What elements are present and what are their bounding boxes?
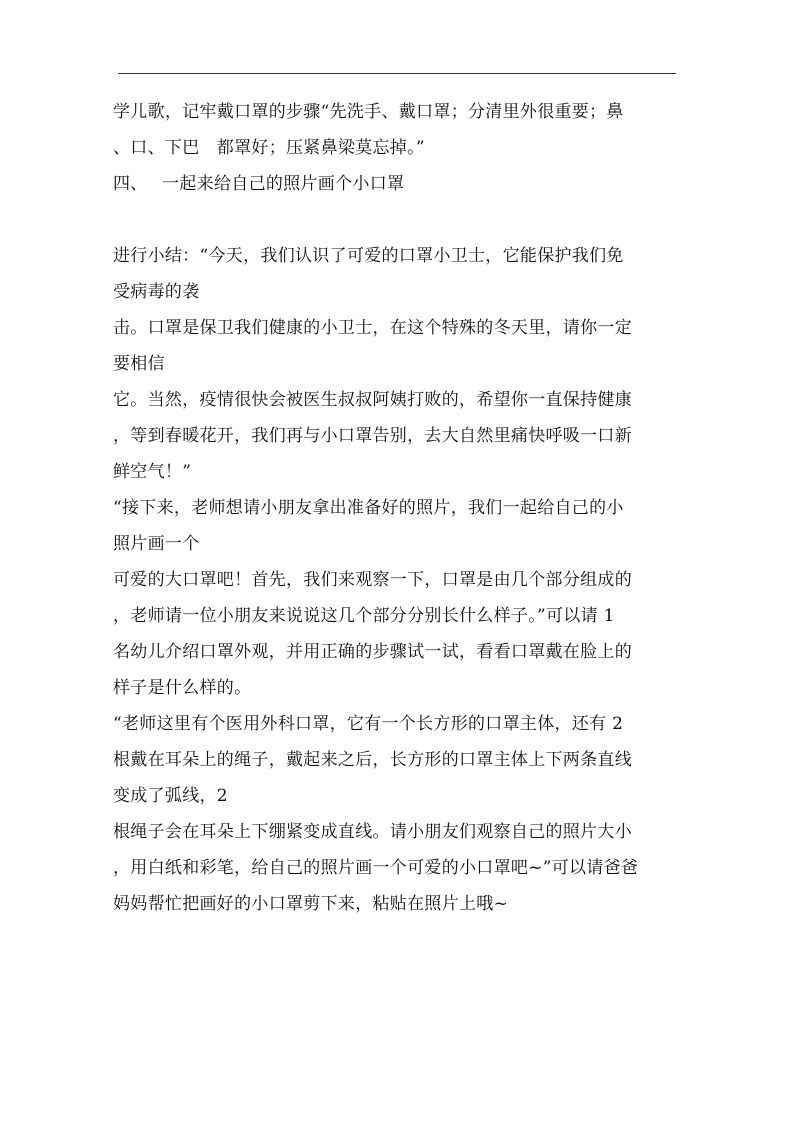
- paragraph-line: “接下来，老师想请小朋友拿出准备好的照片，我们一起给自己的小: [113, 498, 624, 518]
- paragraph-line: 根绳子会在耳朵上下绷紧变成直线。请小朋友们观察自己的照片大小: [113, 822, 632, 842]
- paragraph-line: ，等到春暖花开，我们再与小口罩告别，去大自然里痛快呼吸一口新: [113, 426, 632, 446]
- paragraph-line: “老师这里有个医用外科口罩，它有一个长方形的口罩主体，还有 2: [113, 714, 624, 734]
- paragraph-line: 可爱的大口罩吧！首先，我们来观察一下，口罩是由几个部分组成的: [113, 570, 632, 590]
- paragraph-line: 击。口罩是保卫我们健康的小卫士，在这个特殊的冬天里，请你一定: [113, 318, 632, 338]
- paragraph-line: 它。当然，疫情很快会被医生叔叔阿姨打败的，希望你一直保持健康: [113, 390, 632, 410]
- paragraph-line: 变成了弧线，2: [113, 786, 228, 806]
- paragraph-line: 受病毒的袭: [113, 282, 200, 302]
- paragraph-line: 根戴在耳朵上的绳子，戴起来之后，长方形的口罩主体上下两条直线: [113, 750, 632, 770]
- section-heading: 四、 一起来给自己的照片画个小口罩: [113, 174, 405, 194]
- paragraph-line: 要相信: [113, 354, 165, 374]
- paragraph-line: ，老师请一位小朋友来说说这几个部分分别长什么样子。”可以请 1: [113, 606, 615, 626]
- paragraph-line: 名幼儿介绍口罩外观，并用正确的步骤试一试，看看口罩戴在脸上的: [113, 642, 632, 662]
- paragraph-line: ，用白纸和彩笔，给自己的照片画一个可爱的小口罩吧~”可以请爸爸: [113, 858, 639, 878]
- header-rule: [118, 73, 676, 74]
- paragraph-line: 鲜空气！”: [113, 462, 192, 482]
- paragraph-line: 妈妈帮忙把画好的小口罩剪下来，粘贴在照片上哦~: [113, 894, 509, 914]
- paragraph-line: 学儿歌，记牢戴口罩的步骤“先洗手、戴口罩；分清里外很重要；鼻: [113, 102, 624, 122]
- paragraph-line: 、口、下巴 都罩好；压紧鼻梁莫忘掉。”: [113, 138, 425, 158]
- paragraph-line: 样子是什么样的。: [113, 678, 252, 698]
- paragraph-line: 进行小结：“今天，我们认识了可爱的口罩小卫士，它能保护我们免: [113, 246, 624, 266]
- paragraph-line: 照片画一个: [113, 534, 200, 554]
